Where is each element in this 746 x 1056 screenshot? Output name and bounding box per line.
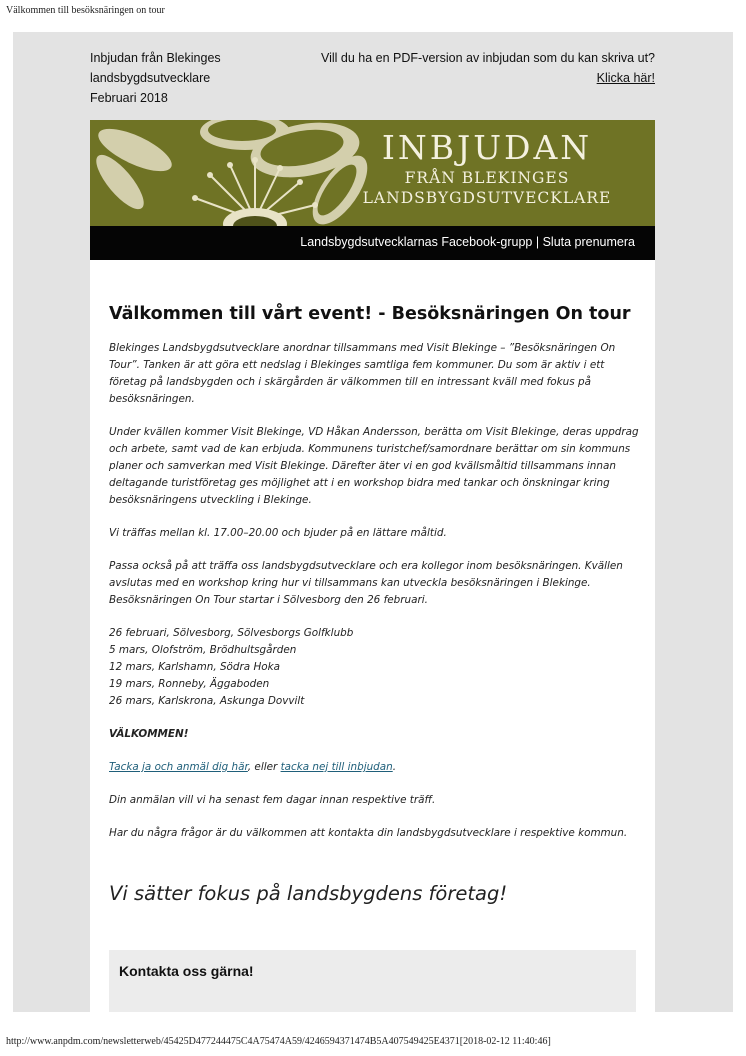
rsvp-period: . bbox=[392, 761, 397, 773]
contact-box bbox=[109, 950, 636, 1012]
dates-list bbox=[109, 625, 639, 710]
facebook-group-link[interactable]: Landsbygdsutvecklarnas Facebook-grupp bbox=[300, 235, 533, 249]
newsletter-wrapper bbox=[13, 32, 733, 1012]
rsvp-connector: , eller bbox=[247, 761, 281, 773]
preheader-line-3: Februari 2018 bbox=[90, 91, 168, 105]
rsvp-no-link[interactable]: tacka nej till inbjudan bbox=[280, 761, 393, 773]
banner-title bbox=[337, 128, 637, 208]
banner-title-line-2: FRÅN BLEKINGES bbox=[404, 169, 570, 187]
welcome-text: VÄLKOMMEN! bbox=[109, 728, 189, 740]
banner-title-line-3: LANDSBYGDSUTVECKLARE bbox=[362, 189, 612, 207]
paragraph-intro: Blekinges Landsbygdsutvecklare anordnar tillsammans med Visit Blekinge – ”Besöksnäringen On Tour”. Tanken är att göra ett nedslag i Blekinges samtliga fem kommuner. Du som är aktiv i ett företag på landsbygden och i skärgården är välkommen till en intressant kväll med fokus på besöksnäringen. bbox=[109, 342, 616, 405]
paragraph-program: Under kvällen kommer Visit Blekinge, VD Håkan Andersson, berätta om Visit Blekinge, deras uppdrag och arbete, samt vad de kan erbjuda. Kommunens turistchef/samordnare berättar om sin kommuns planer och samverkan med Visit Blekinge. Därefter äter vi en god kvällsmåltid tillsammans innan deltagande turistföretag ges möjlighet att i en workshop bidra med tankar och önskningar kring besöksnäringens utveckling i Blekinge. bbox=[109, 426, 639, 506]
paragraph-time: Vi träffas mellan kl. 17.00–20.00 och bjuder på en lättare måltid. bbox=[109, 527, 447, 539]
preheader-line-1: Inbjudan från Blekinges bbox=[90, 51, 221, 65]
date-item: 26 februari, Sölvesborg, Sölvesborgs Golfklubb bbox=[109, 627, 354, 639]
pdf-prompt-text: Vill du ha en PDF-version av inbjudan som du kan skriva ut? bbox=[321, 51, 655, 65]
article-body bbox=[109, 340, 639, 858]
deadline-text: Din anmälan vill vi ha senast fem dagar innan respektive träff. bbox=[109, 794, 436, 806]
date-item: 26 mars, Karlskrona, Askunga Dovvilt bbox=[109, 695, 305, 707]
date-item: 19 mars, Ronneby, Äggaboden bbox=[109, 678, 270, 690]
contact-title: Kontakta oss gärna! bbox=[119, 963, 254, 979]
banner-title-line-1: INBJUDAN bbox=[381, 128, 593, 167]
preheader-left bbox=[90, 48, 290, 108]
top-link-bar bbox=[90, 226, 655, 260]
rsvp-yes-link[interactable]: Tacka ja och anmäl dig här bbox=[109, 761, 248, 773]
paragraph-meet: Passa också på att träffa oss landsbygdsutvecklare och era kollegor inom besöksnäringen. Kvällen avslutas med en workshop kring hur vi tillsammans kan utveckla besöksnäringen i Blekinge. Besöksnäringen On Tour startar i Sölvesborg den 26 februari. bbox=[109, 560, 623, 606]
print-header: Välkommen till besöksnäringen on tour bbox=[6, 5, 165, 16]
questions-text: Har du några frågor är du välkommen att kontakta din landsbygdsutvecklare i respektive kommun. bbox=[109, 827, 628, 839]
rsvp-line bbox=[109, 759, 639, 776]
print-footer: http://www.anpdm.com/newsletterweb/45425D477244475C4A75474A59/4246594371474B5A407549425E4371[2018-02-12 11:40:46] bbox=[6, 1036, 551, 1047]
unsubscribe-link[interactable]: Sluta prenumera bbox=[542, 235, 635, 249]
main-content bbox=[90, 260, 655, 1012]
slogan: Vi sätter fokus på landsbygdens företag! bbox=[109, 882, 508, 905]
pdf-version-link[interactable]: Klicka här! bbox=[596, 71, 655, 85]
top-links bbox=[300, 235, 635, 249]
date-item: 5 mars, Olofström, Brödhultsgården bbox=[109, 644, 297, 656]
link-separator: | bbox=[535, 235, 540, 249]
preheader bbox=[90, 48, 655, 108]
date-item: 12 mars, Karlshamn, Södra Hoka bbox=[109, 661, 280, 673]
preheader-line-2: landsbygdsutvecklare bbox=[90, 71, 211, 85]
article-title: Välkommen till vårt event! - Besöksnäringen On tour bbox=[109, 304, 631, 324]
header-banner bbox=[90, 120, 655, 226]
preheader-right bbox=[315, 48, 655, 88]
